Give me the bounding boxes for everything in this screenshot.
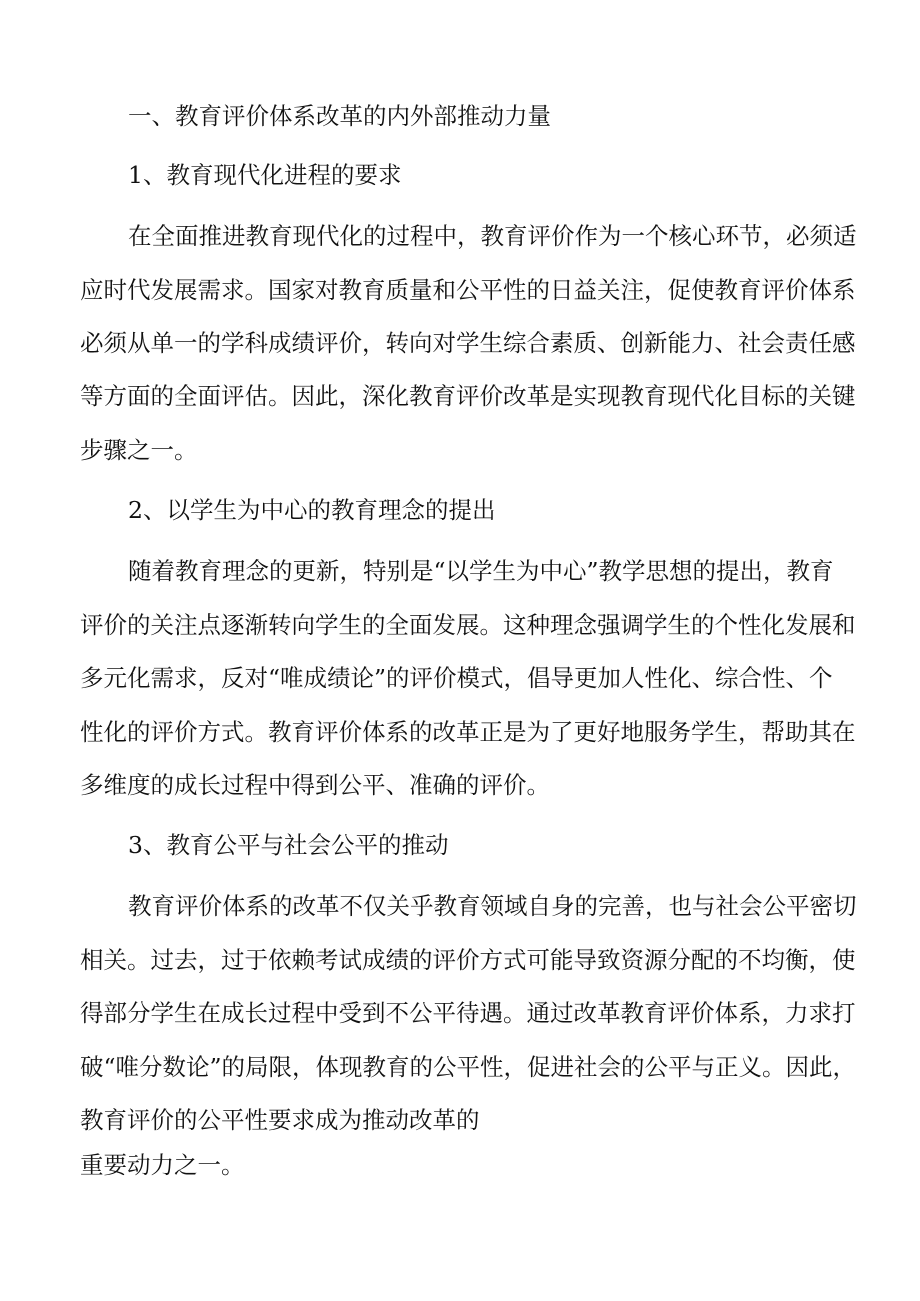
paragraph-line: 相关。过去，过于依赖考试成绩的评价方式可能导致资源分配的不均衡，使 <box>80 946 856 974</box>
paragraph-line: 多维度的成长过程中得到公平、准确的评价。 <box>80 771 550 799</box>
paragraph-line: 得部分学生在成长过程中受到不公平待遇。通过改革教育评价体系，力求打 <box>80 999 856 1027</box>
paragraph-line: 应时代发展需求。国家对教育质量和公平性的日益关注，促使教育评价体系 <box>80 276 856 304</box>
paragraph-line: 多元化需求，反对“唯成绩论”的评价模式，倡导更加人性化、综合性、个 <box>80 664 833 692</box>
paragraph-line: 在全面推进教育现代化的过程中，教育评价作为一个核心环节，必须适 <box>128 222 857 250</box>
paragraph-line: 教育评价体系的改革不仅关乎教育领域自身的完善，也与社会公平密切 <box>128 892 857 920</box>
subsection-heading-2: 2、以学生为中心的教育理念的提出 <box>128 496 496 524</box>
paragraph-line: 破“唯分数论”的局限，体现教育的公平性，促进社会的公平与正义。因此， <box>80 1053 857 1081</box>
paragraph-line: 随着教育理念的更新，特别是“以学生为中心”教学思想的提出，教育 <box>128 557 834 585</box>
paragraph-line: 等方面的全面评估。因此，深化教育评价改革是实现教育现代化目标的关键 <box>80 382 856 410</box>
paragraph-line: 性化的评价方式。教育评价体系的改革正是为了更好地服务学生，帮助其在 <box>80 718 856 746</box>
paragraph-line: 评价的关注点逐渐转向学生的全面发展。这种理念强调学生的个性化发展和 <box>80 611 856 639</box>
paragraph-line: 教育评价的公平性要求成为推动改革的 <box>80 1106 480 1134</box>
subsection-heading-1: 1、教育现代化进程的要求 <box>128 161 402 189</box>
subsection-heading-3: 3、教育公平与社会公平的推动 <box>128 831 449 859</box>
paragraph-line: 必须从单一的学科成绩评价，转向对学生综合素质、创新能力、社会责任感 <box>80 329 856 357</box>
paragraph-line: 重要动力之一。 <box>80 1151 245 1179</box>
paragraph-line: 步骤之一。 <box>80 436 198 464</box>
section-title: 一、教育评价体系改革的内外部推动力量 <box>128 102 551 130</box>
